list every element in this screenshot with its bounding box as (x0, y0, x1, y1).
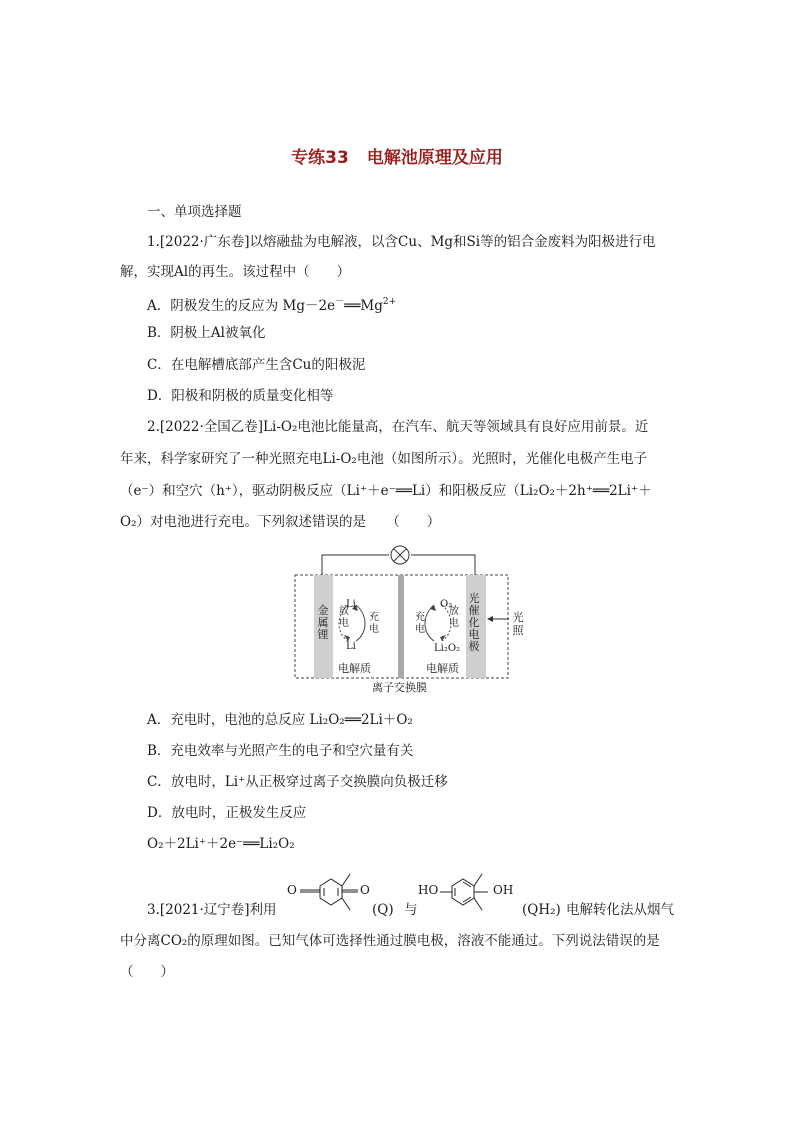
q2-line1: 2.[2022·全国乙卷]Li-O₂电池比能量高，在汽车、航天等领域具有良好应用前景。近 (147, 419, 649, 435)
label-right-discharge: 放电 (449, 606, 459, 629)
quinone-o-left: O (287, 883, 297, 897)
q2-line3: （e⁻）和空穴（h⁺），驱动阴极反应（Li⁺＋e⁻══Li）和阳极反应（Li₂O₂＋2h⁺══2Li⁺＋ (120, 483, 652, 499)
q2-option-b: B．充电效率与光照产生的电子和空穴量有关 (147, 743, 414, 759)
section-heading: 一、单项选择题 (147, 204, 242, 220)
title-number: 专练33 (291, 148, 349, 168)
hydroquinone-ho: HO (418, 883, 439, 897)
label-left-charge: 充电 (369, 612, 379, 635)
label-electrolyte-right: 电解质 (426, 662, 459, 675)
q1-option-d: D．阳极和阴极的质量变化相等 (147, 388, 334, 404)
q1-a-eq: ══Mg (344, 298, 383, 314)
page-title (0, 143, 794, 168)
q3-qh2-label: (QH₂) (522, 902, 561, 918)
label-light: 光照 (512, 611, 524, 637)
q2-line4: O₂）对电池进行充电。下列叙述错误的是 （ ） (120, 514, 441, 530)
label-li-bottom: Li (346, 641, 356, 652)
q1-line1: 1.[2022·广东卷]以熔融盐为电解液，以含Cu、Mg和Si等的铝合金废料为阳极进行电 (147, 234, 656, 250)
label-electrolyte-left: 电解质 (338, 662, 371, 675)
q2-option-d-equation: O₂＋2Li⁺＋2e⁻══Li₂O₂ (147, 836, 295, 852)
label-membrane: 离子交换膜 (372, 681, 427, 694)
q3-line1-post: 电解转化法从烟气 (566, 902, 674, 918)
q1-a-text: A．阴极发生的反应为 Mg－2e (147, 298, 336, 314)
q2-option-d: D．放电时，正极发生反应 (147, 805, 307, 821)
q1-option-b: B．阴极上Al被氧化 (147, 325, 266, 341)
q1-line2: 解，实现Al的再生。该过程中（ ） (120, 264, 351, 280)
ion-exchange-membrane (398, 575, 404, 678)
q3-line3: （ ） (120, 964, 174, 980)
label-left-discharge: 放电 (339, 606, 349, 629)
q3-mid: 与 (404, 902, 418, 918)
q3-line1-pre: 3.[2021·辽宁卷]利用 (147, 902, 277, 918)
q3-q-label: (Q) (372, 902, 394, 918)
title-text: 电解池原理及应用 (366, 148, 503, 168)
q3-line2: 中分离CO₂的原理如图。已知气体可选择性通过膜电极，溶液不能通过。下列说法错误的是 (120, 933, 660, 949)
q2-option-c: C．放电时，Li⁺从正极穿过离子交换膜向负极迁移 (147, 774, 448, 790)
q2-option-a: A．充电时，电池的总反应 Li₂O₂══2Li＋O₂ (147, 712, 413, 728)
quinone-o-right: O (360, 883, 370, 897)
q1-a-sup: 2+ (382, 297, 397, 307)
q2-line2: 年来，科学家研究了一种光照充电Li-O₂电池（如图所示）。光照时，光催化电极产生电子 (120, 451, 648, 467)
hydroquinone-oh: OH (493, 883, 514, 897)
q1-option-c: C．在电解槽底部产生含Cu的阳极泥 (147, 357, 366, 373)
label-right-electrode: 光催化电极 (468, 592, 480, 653)
label-li-top: Li (346, 599, 356, 610)
label-li2o2: Li₂O₂ (434, 643, 461, 654)
label-right-charge: 充电 (415, 612, 425, 635)
label-o2: O₂ (440, 599, 453, 610)
label-left-electrode: 金属锂 (317, 604, 329, 641)
q1-option-a: A．阴极发生的反应为 $Mg-2e^-══Mg^{2+}$ (147, 297, 397, 314)
